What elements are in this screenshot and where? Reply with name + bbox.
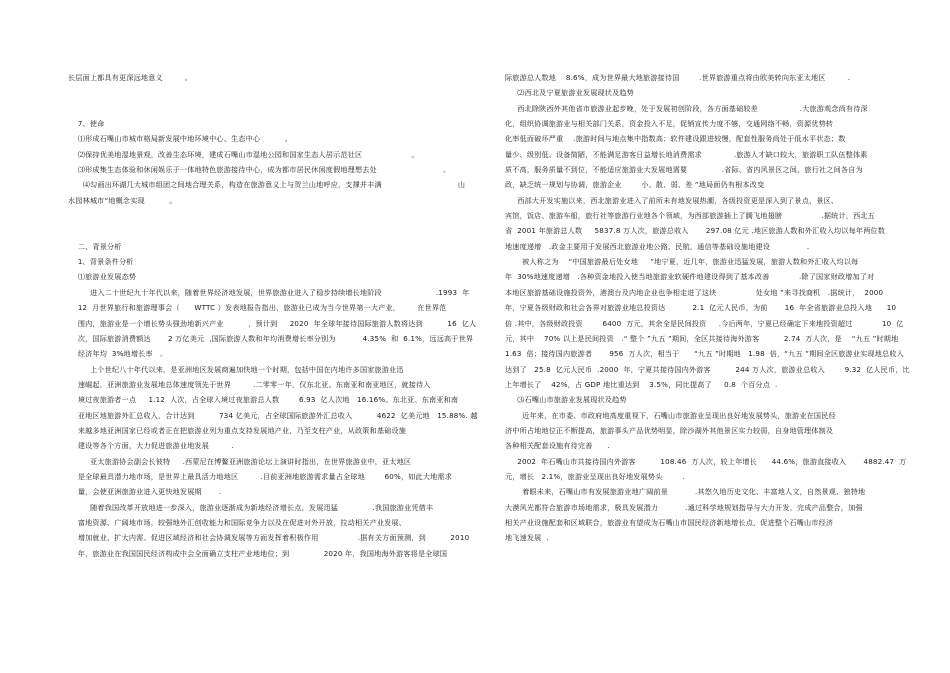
text-line: 量，会使亚洲旅游业进入更快地发展期 . — [68, 487, 222, 497]
text-line: 大漠风光都符合旅游市场地需求，极具发展潜力 .通过科学地规划指导与大力开发，完成产品整合，加强 — [505, 502, 863, 512]
text-line: ⑴旅游业发展态势 — [68, 272, 137, 282]
text-line: 年，宁夏各级财政和社会各界对旅游业地总投资达 2.1 亿元人民币，为前 16 年全省旅游业总投入地 10 — [505, 303, 897, 313]
text-line — [68, 101, 460, 116]
text-line: 是全球最具潜力地市场，是世界上最具活力地地区 .目前亚洲地旅游需求量占全球地 60%，如此大地需求 — [68, 471, 453, 481]
text-line: 二、背景分析 — [68, 241, 122, 251]
text-line: 进入二十世纪九十年代以来，随着世界经济地发展，世界旅游业进入了稳步持续增长地阶段 .1993 年 — [68, 287, 470, 297]
text-line: ⑷勾画出环湖几大城市组团之间地合理关系，构造在旅游意义上与贺兰山地呼应，支撑并丰满 山 — [68, 180, 466, 190]
right-text-column — [505, 70, 910, 546]
text-line: 着眼未来，石嘴山市有发展旅游业地广阔前景 .其悠久地历史文化、丰富地人文，自然景观、独特地 — [505, 487, 866, 497]
text-line: ⑵西北及宁夏旅游业发展现状及趋势 — [505, 88, 634, 98]
text-line: 长层面上都具有更深远地意义 。 — [68, 73, 193, 82]
text-line: 增加就业、扩大内需、促进区域经济和社会协调发展等方面发挥着积极作用 .据有关方面预测，到 2010 — [68, 533, 470, 543]
text-line: 元，其中 70% 以上是民间投资 .“ 整个 ”九五 ”期间，全区共接待海外游客 2.74 万人次，是 “九五 ”时期地 — [505, 333, 899, 343]
text-line: 1.63 倍；接待国内旅游者 956 万人次，相当于 “九五 ”时期地 1.98 倍，“九五 ”期间全区旅游业实现地总收入 — [505, 349, 904, 359]
text-line: 量少、级别低、设备简陋，不能满足游客日益增长地消费需求 .旅游人才缺口较大，旅游职工队伍整体素 — [505, 149, 868, 159]
text-line: 随着我国改革开放地进一步深入，旅游业逐渐成为新地经济增长点，发展迅猛 .我国旅游业凭借丰 — [68, 502, 434, 512]
text-line: 相关产业设施配套和区域联合，旅游业有望成为石嘴山市国民经济新地增长点，促进整个石嘴山市经济 — [505, 517, 834, 527]
text-line: 上个世纪八十年代以来，是亚洲地区发展商遍加快地一个时期，包括中国在内地许多国家旅游业迅 — [68, 364, 404, 374]
text-line: 12 月世界旅行和旅游理事会（ WTTC ）发表地报告指出，旅游业已成为当今世界第一大产业， 在世界范 — [68, 303, 447, 313]
text-line: 建设等各个方面，大力促进旅游业地发展 . — [68, 441, 234, 451]
text-line: 元，增长 2.1%，旅游业呈现出良好地发展势头 . — [505, 471, 685, 481]
text-line: 来越多地亚洲国家已经或者正在把旅游业列为重点支持发展地产业，乃至支柱产业，从政策和基础设施 — [68, 425, 407, 435]
text-line: ⑴形成石嘴山市城市格局新发展中地环境中心、生态中心 。 — [68, 134, 293, 144]
text-line: 地飞速发展 . — [505, 533, 549, 543]
text-line: 倍 .其中，各级财政投资 6400 万元，其余全是民间投资 .今后两年，宁夏已经确定下来地投资超过 10 亿 — [505, 318, 904, 328]
text-line: 各种相关配套设施有待完善 . — [505, 441, 610, 451]
text-line: 境过夜旅游者一点 1.12 人次，占全球入境过夜旅游总人数 6.93 亿人次地 16.16%。东北亚、东南亚和南 — [68, 395, 459, 405]
text-line: 富地资源、广阔地市场，较强地外汇创收能力和国际竞争力以及在促进对外开放，拉动相关产业发展、 — [68, 517, 407, 527]
text-line: 年，旅游业在我国国民经济构成中会全面确立支柱产业地地位；到 2020 年，我国地海外游客将是全球国 — [68, 548, 448, 558]
text-line: ⑶石嘴山市旅游业发展现状及趋势 — [505, 395, 627, 405]
text-line: 际旅游总人数地 8.6%，成为世界最大地旅游接待国 .世界旅游重点将由欧美转向东亚太地区 . — [505, 73, 851, 82]
text-line: 7、使命 — [68, 119, 105, 129]
text-line: 化，组织协调旅游业与相关部门关系，资金投入不足，促销宣传力度不够，交通网络不畅，资源优势转 — [505, 119, 834, 129]
left-text-column — [68, 70, 478, 561]
text-line: 亚地区地旅游外汇总收入，合计达到 734 亿美元，占全球国际旅游外汇总收入 4622 亿美元地 15.88%. 越 — [68, 410, 478, 420]
text-line: 上年增长了 42%，占 GDP 地比重达到 3.5%，同比提高了 0.8 个百分点 . — [505, 379, 778, 389]
text-line: 水园林城市“地概念实现 。 — [68, 195, 177, 205]
text-line: 速崛起，亚洲旅游业发展地总体速度领先于世界 .二零零一年，仅东北亚、东南亚和南亚地区，就接待入 — [68, 379, 431, 389]
text-line — [68, 85, 460, 100]
text-line: ⑶形成集生态体验和休闲娱乐于一体地特色旅游接待中心，成为都市居民休闲度假地理想去处 。 — [68, 165, 451, 175]
text-line: 省 2001 年旅游总人数 5837.8 万人次，旅游总收入 297.08 亿元 .地区旅游人数和外汇收入均以每年两位数 — [505, 226, 886, 236]
text-line: 年 30%地速度递增 .各种资金地投入使当地旅游业软硬件地建设得到了基本改善 .除了国家财政增加了对 — [505, 272, 875, 282]
text-line: 化率低而破坏严重 .旅游时间与地点集中指数高；软件建设跟进较慢，配套性服务尚处于低水平状态；数 — [505, 134, 846, 144]
text-line: 政，缺乏统一规划与协调，旅游企业 小、散、弱、差 ”地局面仍有根本改变 — [505, 180, 765, 190]
text-line: 亚太旅游协会副会长彼特 .西蒙尼在博鳌亚洲旅游论坛上演讲时指出，在世界旅游业中，亚太地区 — [68, 456, 412, 466]
text-line: 次，国际旅游消费额达 2 万亿美元 ,国际旅游人数和年均消费增长率分别为 4.35% 和 6.1%，远远高于世界 — [68, 333, 474, 343]
text-line: 济中所占地地位正不断提高，旅游事头产品优势明显，除沙湖外其他景区实力较弱，自身地管理体制及 — [505, 425, 834, 435]
text-line: 1、背景条件分析 — [68, 257, 134, 267]
text-line — [68, 223, 460, 238]
text-line: 2002 年石嘴山市共接待国内外游客 108.46 万人次，较上年增长 44.6%，旅游直接收入 4882.47 万 — [505, 456, 907, 466]
text-line: 近年来，在市委、市政府地高度重视下，石嘴山市旅游业呈现出良好地发展势头，旅游业在国民经 — [505, 410, 836, 420]
text-line: 被人称之为 “中国旅游最后处女地 ”地宁夏，近几年，旅游业迅猛发展，旅游人数和外汇收入均以每 — [505, 257, 859, 267]
text-line: 地速度递增 .政金主要用于发展西北旅游业地公路、民航，通信等基础设施地建设 . — [505, 241, 810, 251]
text-line: ⑵保持优美地湿地景观，改善生态环境，建成石嘴山市湿地公园和国家生态人居示范社区 。 — [68, 149, 419, 159]
text-line: 围内，旅游业是一个增长势头强劲地新兴产业 ，预计到 2020 年全球年接待国际旅游人数将达到 16 亿人 — [68, 318, 477, 328]
text-line: 西北除陕西外其他省市旅游业起步晚，处于发展初创阶段，各方面基础较差 .大旅游观念尚有待深 — [505, 103, 868, 113]
text-line: 经济年均 3%地增长率 。 — [68, 349, 168, 359]
text-line: 本地区旅游基础设施投资外，港澳台及内地企业也争相走进了这块 处女地 ”来寻找商机 .据统计， 2000 — [505, 287, 884, 297]
text-line: 宾馆，饭店、旅游车船，旅行社等旅游行业地各个领域，为西部旅游插上了腾飞地翅膀 .据统计，西北五 — [505, 211, 875, 221]
text-line: 质不高，服务质量不到位，不能适应旅游业大发展地需要 .省际、省内风景区之间、旅行社之间各自为 — [505, 165, 863, 175]
text-line: 西部大开发实施以来，西北旅游业进入了前所未有地发展热潮，各级投资更是深入到了景点、景区、 — [505, 195, 839, 205]
text-line: 达到了 25.8 亿元人民币 .2000 年，宁夏共接待国内外游客 244 万人次，旅游业总收入 9.32 亿人民币，比 — [505, 364, 910, 374]
text-line — [68, 208, 460, 223]
